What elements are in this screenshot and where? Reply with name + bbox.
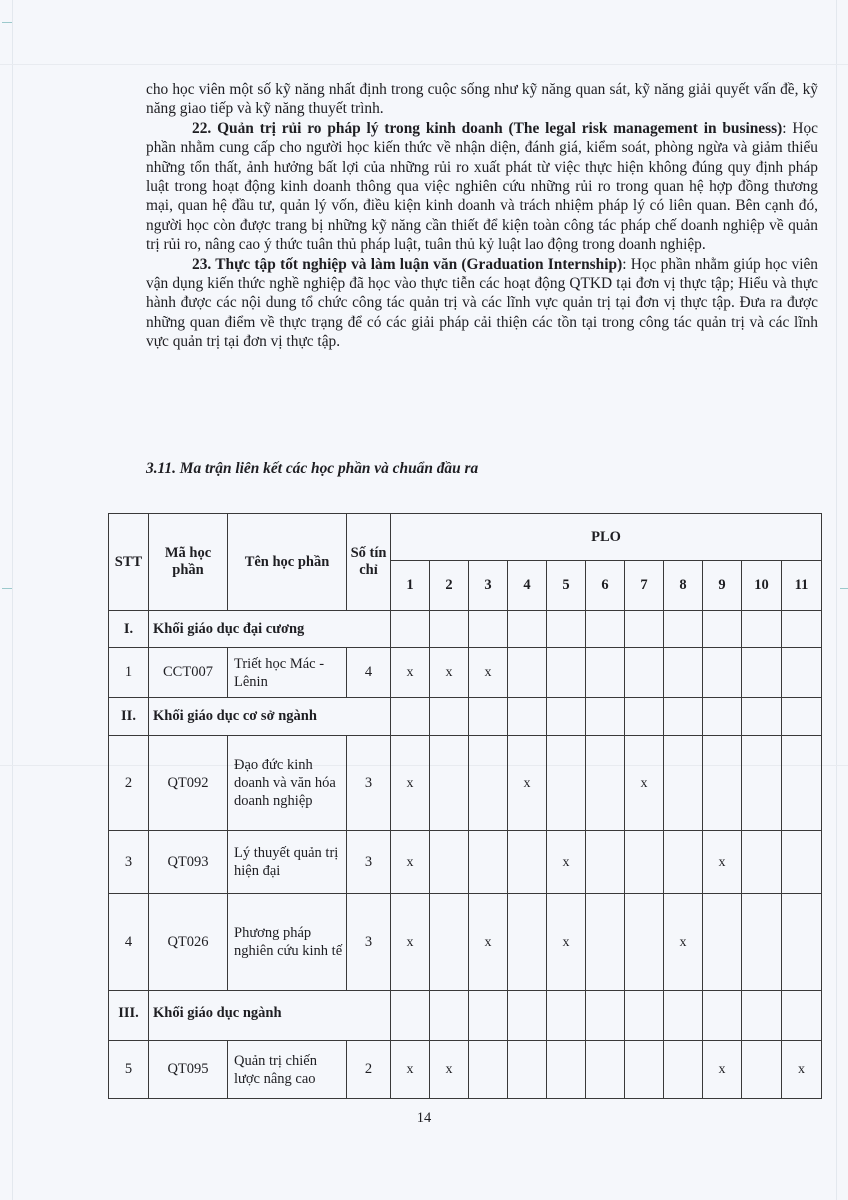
plo-cell <box>508 611 547 648</box>
plo-mark: x <box>798 1062 806 1077</box>
plo-cell <box>664 991 703 1041</box>
course-23-description: : Học phần nhằm giúp học viên vận dụng kiến thức nghề nghiệp đã học vào thực tiễn các hoạt động QTKD tại đơn vị thực tập; Hiểu và thực hành được các nội dung tổ chức công tác quản trị và các lĩnh vực quản trị tại đơn vị thực tập. Đưa ra được những quan điểm về thực trạng để có các giải pháp cải thiện các tồn tại trong công tác quản trị và các lĩnh vực quản trị tại đơn vị thực tập. <box>146 255 818 351</box>
group-label: Khối giáo dục đại cương <box>149 611 391 648</box>
course-23-title: 23. Thực tập tốt nghiệp và làm luận văn (Graduation Internship) <box>192 255 623 273</box>
scan-edge-left <box>12 0 13 1200</box>
course-name: Phương pháp nghiên cứu kinh tế <box>228 894 347 991</box>
plo-cell <box>430 611 469 648</box>
plo-cell-9 <box>703 648 742 698</box>
plo-cell-1 <box>391 894 430 991</box>
header-row <box>109 514 822 561</box>
plo-cell-6 <box>586 894 625 991</box>
plo-cell-6 <box>586 831 625 894</box>
plo-cell <box>703 698 742 736</box>
plo-cell <box>586 698 625 736</box>
plo-cell-4 <box>508 1041 547 1099</box>
plo-cell <box>391 611 430 648</box>
course-code: QT095 <box>149 1041 228 1099</box>
course-code: CCT007 <box>149 648 228 698</box>
course-22-title: 22. Quản trị rủi ro pháp lý trong kinh doanh (The legal risk management in business) <box>192 119 783 137</box>
plo-cell <box>703 611 742 648</box>
plo-cell-9 <box>703 894 742 991</box>
plo-cell <box>469 991 508 1041</box>
course-credits: 3 <box>347 736 391 831</box>
plo-cell-8 <box>664 894 703 991</box>
course-name: Quản trị chiến lược nâng cao <box>228 1041 347 1099</box>
plo-cell-11 <box>782 831 822 894</box>
paragraph-continuation: cho học viên một số kỹ năng nhất định trong cuộc sống như kỹ năng quan sát, kỹ năng giải quyết vấn đề, kỹ năng giao tiếp và kỹ năng thuyết trình. <box>146 81 818 118</box>
course-22-description: : Học phần nhằm cung cấp cho người học kiến thức về nhận diện, đánh giá, kiểm soát, phòng ngừa và giảm thiểu những tổn thất, ảnh hưởng bất lợi của những rủi ro xuất phát từ việc thực hiện không đúng quy định pháp luật trong hoạt động kinh doanh thông qua việc nghiên cứu những rủi ro trong quan hệ hợp đồng thương mại, quan hệ đầu tư, quản lý vốn, điều kiện kinh doanh và trách nhiệm pháp lý có liên quan. Bên cạnh đó, người học còn được trang bị những kỹ năng cần thiết để kiện toàn công tác pháp chế doanh nghiệp về quản trị rủi ro, nâng cao ý thức tuân thủ pháp luật, tuân thủ kỷ luật lao động trong doanh nghiệp. <box>146 119 819 254</box>
plo-cell-5 <box>547 1041 586 1099</box>
plo-cell <box>742 991 782 1041</box>
course-code: QT093 <box>149 831 228 894</box>
course-name: Đạo đức kinh doanh và văn hóa doanh nghiệp <box>228 736 347 831</box>
plo-cell-5 <box>547 736 586 831</box>
paragraph-course-22 <box>146 119 818 255</box>
header-credits: Số tín chỉ <box>347 514 391 611</box>
scan-line <box>0 64 848 65</box>
group-row <box>109 611 822 648</box>
plo-mark: x <box>406 775 414 791</box>
header-plo-8: 8 <box>664 561 703 611</box>
plo-mark: x <box>406 1062 414 1077</box>
plo-cell <box>391 698 430 736</box>
course-row <box>109 1041 822 1099</box>
plo-cell <box>469 611 508 648</box>
plo-cell <box>547 611 586 648</box>
plo-mark: x <box>406 854 414 870</box>
plo-cell-10 <box>742 1041 782 1099</box>
plo-cell <box>782 611 822 648</box>
header-course-name: Tên học phần <box>228 514 347 611</box>
plo-cell-7 <box>625 831 664 894</box>
plo-cell <box>430 991 469 1041</box>
course-credits: 2 <box>347 1041 391 1099</box>
course-stt: 4 <box>109 894 149 991</box>
plo-cell-5 <box>547 831 586 894</box>
plo-cell <box>664 611 703 648</box>
plo-cell <box>469 698 508 736</box>
course-stt: 3 <box>109 831 149 894</box>
header-plo-11: 11 <box>782 561 822 611</box>
plo-cell-3 <box>469 648 508 698</box>
plo-cell <box>547 991 586 1041</box>
plo-cell-7 <box>625 648 664 698</box>
plo-cell-3 <box>469 1041 508 1099</box>
plo-cell-11 <box>782 648 822 698</box>
group-label: Khối giáo dục cơ sở ngành <box>149 698 391 736</box>
course-stt: 2 <box>109 736 149 831</box>
plo-cell <box>547 698 586 736</box>
scan-mark <box>2 588 12 589</box>
group-row <box>109 698 822 736</box>
plo-cell <box>625 991 664 1041</box>
course-credits: 3 <box>347 831 391 894</box>
plo-cell-2 <box>430 831 469 894</box>
course-row <box>109 831 822 894</box>
plo-cell <box>508 991 547 1041</box>
plo-cell-6 <box>586 648 625 698</box>
group-number: II. <box>109 698 149 736</box>
plo-mark: x <box>679 934 687 950</box>
course-name: Triết học Mác - Lênin <box>228 648 347 698</box>
course-row <box>109 894 822 991</box>
plo-cell <box>625 611 664 648</box>
plo-cell-1 <box>391 1041 430 1099</box>
plo-mark: x <box>562 854 570 870</box>
course-name: Lý thuyết quản trị hiện đại <box>228 831 347 894</box>
plo-mark: x <box>718 854 726 870</box>
group-number: I. <box>109 611 149 648</box>
plo-cell-1 <box>391 831 430 894</box>
plo-cell-11 <box>782 894 822 991</box>
plo-mark: x <box>562 934 570 950</box>
plo-cell <box>782 991 822 1041</box>
header-plo-2: 2 <box>430 561 469 611</box>
header-plo-4: 4 <box>508 561 547 611</box>
plo-cell <box>742 698 782 736</box>
plo-cell-7 <box>625 894 664 991</box>
paragraph-course-23 <box>146 255 818 352</box>
plo-cell <box>703 991 742 1041</box>
plo-cell-6 <box>586 736 625 831</box>
plo-cell-11 <box>782 1041 822 1099</box>
group-label: Khối giáo dục ngành <box>149 991 391 1041</box>
plo-cell-9 <box>703 736 742 831</box>
plo-mark: x <box>523 775 531 791</box>
header-stt: STT <box>109 514 149 611</box>
plo-mark: x <box>406 934 414 950</box>
plo-cell-2 <box>430 1041 469 1099</box>
plo-cell-5 <box>547 894 586 991</box>
plo-cell-1 <box>391 736 430 831</box>
course-stt: 5 <box>109 1041 149 1099</box>
plo-cell-4 <box>508 736 547 831</box>
plo-mark: x <box>484 934 492 950</box>
plo-cell-3 <box>469 831 508 894</box>
plo-cell <box>742 611 782 648</box>
plo-cell-10 <box>742 648 782 698</box>
plo-cell-3 <box>469 894 508 991</box>
course-row <box>109 648 822 698</box>
plo-mark: x <box>718 1062 726 1077</box>
header-plo-1: 1 <box>391 561 430 611</box>
plo-cell-4 <box>508 648 547 698</box>
plo-mark: x <box>445 665 453 680</box>
plo-cell-10 <box>742 894 782 991</box>
plo-cell-2 <box>430 648 469 698</box>
plo-mark: x <box>406 665 414 680</box>
plo-cell <box>586 611 625 648</box>
course-stt: 1 <box>109 648 149 698</box>
plo-cell-7 <box>625 1041 664 1099</box>
header-plo-3: 3 <box>469 561 508 611</box>
plo-cell-8 <box>664 831 703 894</box>
plo-mark: x <box>640 775 648 791</box>
header-plo-9: 9 <box>703 561 742 611</box>
plo-cell-2 <box>430 736 469 831</box>
plo-matrix-table <box>108 513 822 1099</box>
course-row <box>109 736 822 831</box>
plo-cell-8 <box>664 736 703 831</box>
course-code: QT026 <box>149 894 228 991</box>
header-plo-5: 5 <box>547 561 586 611</box>
plo-cell-10 <box>742 831 782 894</box>
header-plo-6: 6 <box>586 561 625 611</box>
plo-cell-11 <box>782 736 822 831</box>
plo-cell <box>391 991 430 1041</box>
plo-cell <box>586 991 625 1041</box>
plo-cell-1 <box>391 648 430 698</box>
plo-cell-2 <box>430 894 469 991</box>
section-heading: 3.11. Ma trận liên kết các học phần và chuẩn đầu ra <box>146 460 479 477</box>
plo-cell <box>625 698 664 736</box>
plo-cell-10 <box>742 736 782 831</box>
plo-cell-5 <box>547 648 586 698</box>
plo-mark: x <box>445 1062 453 1077</box>
header-plo-7: 7 <box>625 561 664 611</box>
plo-cell-6 <box>586 1041 625 1099</box>
plo-cell <box>782 698 822 736</box>
plo-cell-9 <box>703 1041 742 1099</box>
plo-cell <box>664 698 703 736</box>
course-code: QT092 <box>149 736 228 831</box>
course-credits: 3 <box>347 894 391 991</box>
plo-cell-4 <box>508 894 547 991</box>
group-row <box>109 991 822 1041</box>
scan-mark <box>2 22 12 23</box>
plo-cell-7 <box>625 736 664 831</box>
plo-cell-4 <box>508 831 547 894</box>
header-plo: PLO <box>391 514 822 561</box>
body-text <box>146 80 818 352</box>
plo-cell-9 <box>703 831 742 894</box>
page-number: 14 <box>416 1110 432 1126</box>
plo-mark: x <box>484 665 492 680</box>
course-credits: 4 <box>347 648 391 698</box>
plo-cell-3 <box>469 736 508 831</box>
plo-cell <box>430 698 469 736</box>
plo-cell-8 <box>664 648 703 698</box>
header-course-code: Mã học phần <box>149 514 228 611</box>
scan-edge-right <box>836 0 837 1200</box>
scan-mark <box>840 588 848 589</box>
plo-cell <box>508 698 547 736</box>
plo-cell-8 <box>664 1041 703 1099</box>
header-plo-10: 10 <box>742 561 782 611</box>
group-number: III. <box>109 991 149 1041</box>
